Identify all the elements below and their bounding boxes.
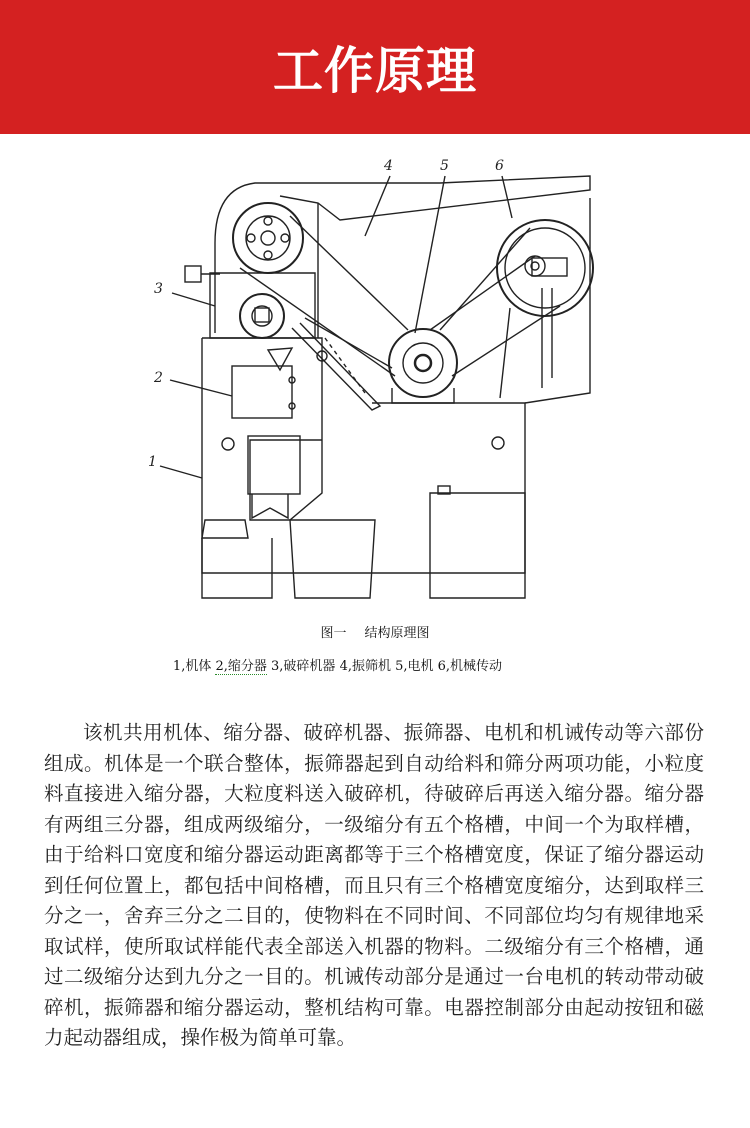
figure-title: 结构原理图: [364, 626, 430, 641]
figure-caption: [0, 622, 750, 641]
header-banner: [0, 0, 750, 134]
callout-6: 6: [495, 158, 504, 174]
description-paragraph: 该机共用机体、缩分器、破碎机器、振筛器、电机和机诫传动等六部份组成。机体是一个联合整体，振筛器起到自动给料和筛分两项功能，小粒度料直接进入缩分器，大粒度料送入破碎机，待破碎后再送入缩分器。缩分器有两组三分器，组成两级缩分，一级缩分有五个格槽，中间一个为取样槽，由于给料口宽度和缩分器运动距离都等于三个格槽宽度，保证了缩分器运动到任何位置上，都包括中间格槽，而且只有三个格槽宽度缩分，达到取样三分之一，舍弃三分之二目的，使物料在不同时间、不同部位均匀有规律地采取试样，使所取试样能代表全部送入机器的物料。二级缩分有三个格槽，通过二级缩分达到九分之一目的。机诫传动部分是通过一台电机的转动带动破碎机，振筛器和缩分器运动，整机结构可靠。电器控制部分由起动按钮和磁力起动器组成，操作极为简单可靠。: [44, 721, 704, 1049]
legend-item: 6,机械传动: [437, 659, 503, 674]
structure-diagram: [140, 148, 610, 618]
legend-item: 3,破碎机器: [271, 659, 336, 674]
page-title: 工作原理: [273, 42, 477, 100]
figure-legend: [0, 655, 675, 674]
callout-1: 1: [148, 454, 157, 470]
legend-item: 1,机体: [172, 659, 212, 674]
callout-2: 2: [154, 370, 163, 386]
legend-item: 4,振筛机: [339, 659, 391, 674]
figure-number: 图一: [320, 626, 347, 641]
callout-5: 5: [440, 158, 449, 174]
callout-3: 3: [154, 281, 163, 297]
callout-4: 4: [384, 158, 393, 174]
legend-item: 2,缩分器: [215, 659, 267, 674]
legend-item: 5,电机: [395, 659, 434, 674]
